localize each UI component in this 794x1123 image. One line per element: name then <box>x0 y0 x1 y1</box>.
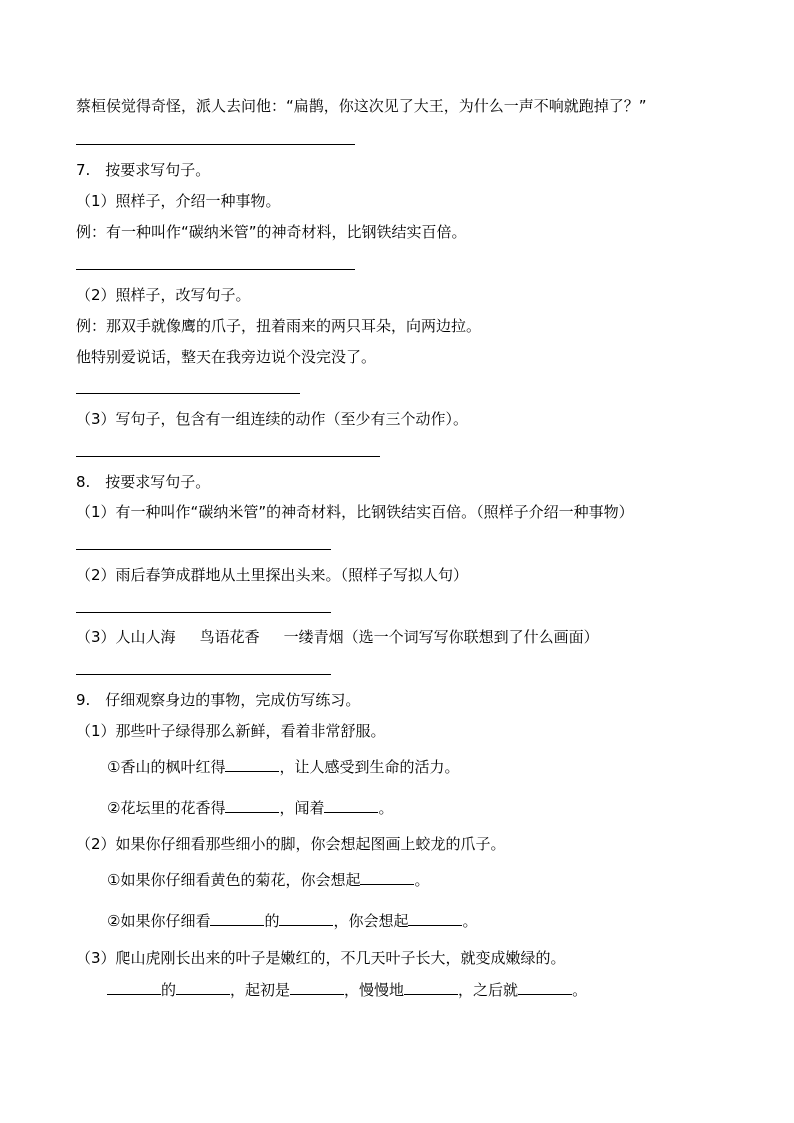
prompt-text: ，之后就 <box>458 981 519 999</box>
intro-quote: 蔡桓侯觉得奇怪，派人去问他：“扁鹊，你这次见了大王，为什么一声不响就跑掉了？” <box>76 97 647 115</box>
question-9-part-2-item-b <box>107 911 478 931</box>
question-7-title: 7. 按要求写句子。 <box>76 161 211 179</box>
word-option: 一缕青烟 <box>283 628 344 646</box>
word-option: 人山人海 <box>115 628 176 646</box>
prompt-text: ②如果你仔细看 <box>107 912 211 930</box>
question-8-part-1: （1）有一种叫作“碳纳米管”的神奇材料，比钢铁结实百倍。（照样子介绍一种事物） <box>76 503 634 521</box>
answer-blank[interactable] <box>360 870 414 885</box>
word-option: 鸟语花香 <box>199 628 260 646</box>
answer-line[interactable] <box>76 269 355 270</box>
question-9-part-1-item-a <box>107 757 459 777</box>
question-7-part-2-sentence: 他特别爱说话，整天在我旁边说个没完没了。 <box>76 348 377 366</box>
answer-blank[interactable] <box>176 980 230 995</box>
answer-blank[interactable] <box>324 798 378 813</box>
answer-blank[interactable] <box>404 980 458 995</box>
question-9-part-2-item-a <box>107 870 429 890</box>
prompt-text: 的 <box>161 981 177 999</box>
question-8-part-2: （2）雨后春笋成群地从土里探出头来。（照样子写拟人句） <box>76 566 469 584</box>
prompt-text: ，你会想起 <box>333 912 409 930</box>
prompt-text: ，闻着 <box>279 799 325 817</box>
prompt-text: 。 <box>572 981 588 999</box>
prompt-text: ②花坛里的花香得 <box>107 799 226 817</box>
answer-blank[interactable] <box>210 911 264 926</box>
answer-line[interactable] <box>76 674 331 675</box>
answer-line[interactable] <box>76 612 331 613</box>
answer-line[interactable] <box>76 393 300 394</box>
answer-line[interactable] <box>76 456 380 457</box>
prompt-text: ，慢慢地 <box>344 981 405 999</box>
prompt-text: 的 <box>264 912 280 930</box>
answer-blank[interactable] <box>290 980 344 995</box>
question-7-part-2-example: 例：那双手就像鹰的爪子，扭着雨来的两只耳朵，向两边拉。 <box>76 317 482 335</box>
question-9-part-1-item-b <box>107 798 393 818</box>
answer-blank[interactable] <box>225 757 279 772</box>
answer-blank[interactable] <box>225 798 279 813</box>
question-7-part-2-label: （2）照样子，改写句子。 <box>76 286 251 304</box>
answer-blank[interactable] <box>518 980 572 995</box>
answer-line[interactable] <box>76 144 355 145</box>
question-9-title: 9. 仔细观察身边的事物，完成仿写练习。 <box>76 691 361 709</box>
answer-blank[interactable] <box>408 911 462 926</box>
prompt-text: ①香山的枫叶红得 <box>107 758 226 776</box>
prompt-text: 。 <box>378 799 394 817</box>
question-8-title: 8. 按要求写句子。 <box>76 473 211 491</box>
question-7-part-1-label: （1）照样子，介绍一种事物。 <box>76 192 281 210</box>
prompt-text: 。 <box>462 912 478 930</box>
question-7-part-1-example: 例：有一种叫作“碳纳米管”的神奇材料，比钢铁结实百倍。 <box>76 223 467 241</box>
prompt-text: ，起初是 <box>230 981 291 999</box>
prompt-text: ，让人感受到生命的活力。 <box>279 758 460 776</box>
question-7-part-3-label: （3）写句子，包含有一组连续的动作（至少有三个动作）。 <box>76 410 469 428</box>
question-8-part-3-label: （3） <box>76 628 116 646</box>
question-8-part-3-instruction: （选一个词写写你联想到了什么画面） <box>343 628 599 646</box>
question-8-part-3 <box>76 627 599 647</box>
answer-blank[interactable] <box>107 980 161 995</box>
answer-blank[interactable] <box>279 911 333 926</box>
prompt-text: ①如果你仔细看黄色的菊花，你会想起 <box>107 871 361 889</box>
prompt-text: 。 <box>414 871 430 889</box>
question-9-part-3-label: （3）爬山虎刚长出来的叶子是嫩红的，不几天叶子长大，就变成嫩绿的。 <box>76 949 566 967</box>
answer-line[interactable] <box>76 549 331 550</box>
question-9-part-1-label: （1）那些叶子绿得那么新鲜，看着非常舒服。 <box>76 722 386 740</box>
question-9-part-3-sentence <box>107 980 587 1000</box>
question-9-part-2-label: （2）如果你仔细看那些细小的脚，你会想起图画上蛟龙的爪子。 <box>76 835 506 853</box>
